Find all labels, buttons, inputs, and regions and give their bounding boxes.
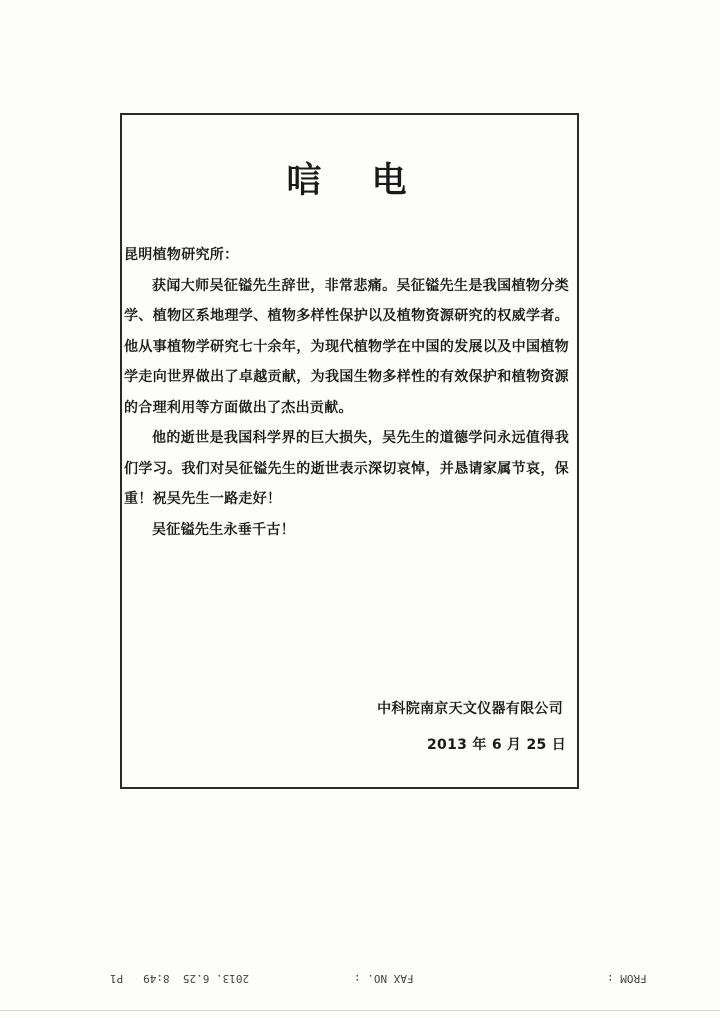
fax-from-label: FROM : [607,972,647,985]
sender-organization: 中科院南京天文仪器有限公司 [377,701,563,717]
salutation: 昆明植物研究所： [124,247,239,263]
title-char-2: 电 [371,161,413,201]
fax-number-label: FAX NO. : [354,972,414,985]
letter-date: 2013 年 6 月 25 日 [427,737,567,753]
paragraph-1: 获闻大师吴征镒先生辞世，非常悲痛。吴征镒先生是我国植物分类学、植物区系地理学、植物多样性保护以及植物资源研究的权威学者。他从事植物学研究七十余年，为现代植物学在中国的发展以及中国植物学走向世界做出了卓越贡献，为我国生物多样性的有效保护和植物资源的合理利用等方面做出了杰出贡献。 [124,277,569,416]
fax-edge-rule [0,1010,720,1011]
paragraph-2: 他的逝世是我国科学界的巨大损失，吴先生的道德学问永远值得我们学习。我们对吴征镒先生的逝世表示深切哀悼，并恳请家属节哀，保重！祝吴先生一路走好！ [124,430,569,507]
fax-timestamp: 2013. 6.25 8:49 P1 [110,972,250,985]
letter-body [122,240,569,545]
document-title [122,153,577,203]
paragraph-3: 吴征镒先生永垂千古！ [152,521,295,538]
title-char-1: 唁 [286,161,328,201]
document-frame [120,113,579,789]
